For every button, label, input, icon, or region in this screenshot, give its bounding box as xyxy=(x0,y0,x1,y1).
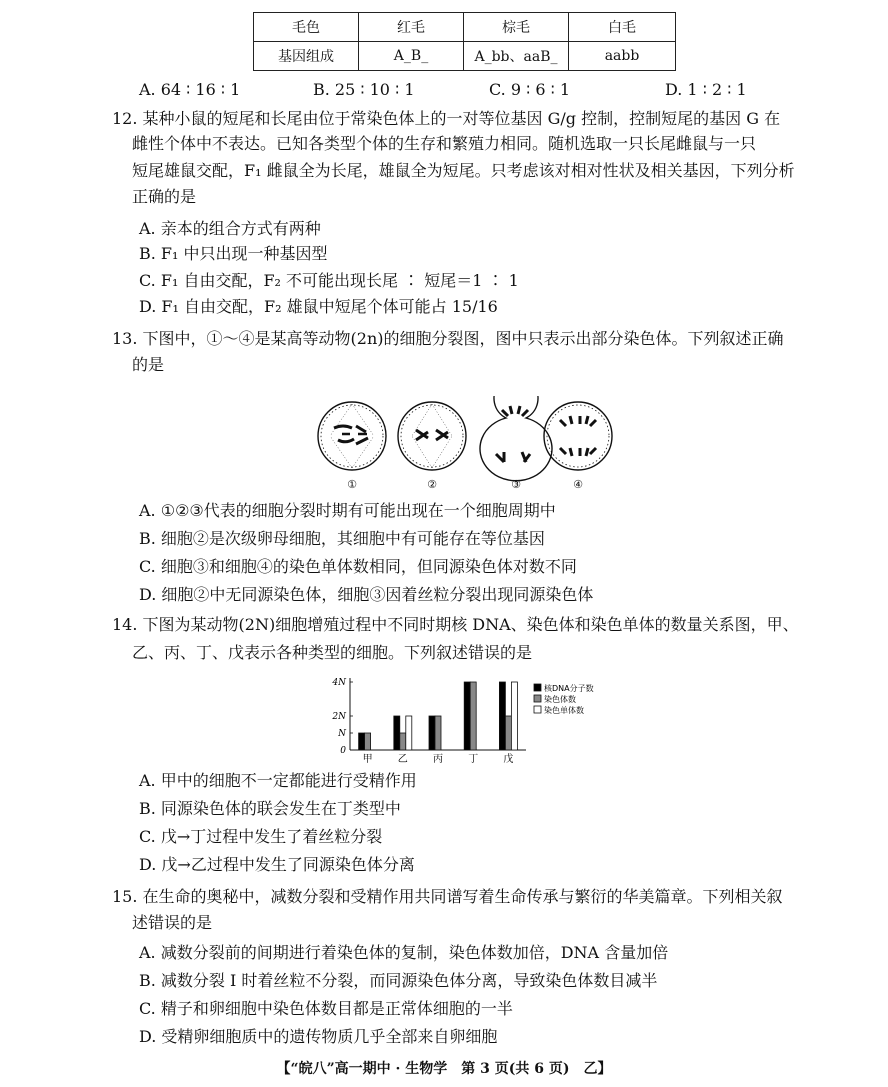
dna-chromosome-bar-chart xyxy=(328,676,618,768)
table-cell: A_B_ xyxy=(359,42,464,71)
gene-table xyxy=(253,12,676,71)
bar-1 xyxy=(359,733,365,750)
legend-swatch xyxy=(534,684,541,691)
legend-swatch xyxy=(534,706,541,713)
x-tick-label: 丁 xyxy=(468,754,479,765)
bar-1 xyxy=(394,716,400,750)
q15-option-c[interactable]: C. 精子和卵细胞中染色体数目都是正常体细胞的一半 xyxy=(139,999,513,1018)
y-tick-label: 2N xyxy=(332,712,346,722)
cell-3-diagram xyxy=(480,396,552,481)
q14-option-c[interactable]: C. 戊→丁过程中发生了着丝粒分裂 xyxy=(139,827,383,846)
q15-option-b[interactable]: B. 减数分裂 Ⅰ 时着丝粒不分裂，而同源染色体分离，导致染色体数目减半 xyxy=(139,971,658,990)
q12-stem-line: 雌性个体中不表达。已知各类型个体的生存和繁殖力相同。随机选取一只长尾雌鼠与一只 xyxy=(132,134,757,153)
cell-1-diagram xyxy=(318,402,386,470)
bar-2 xyxy=(365,733,371,750)
bar-2 xyxy=(435,716,441,750)
legend-label: 染色单体数 xyxy=(544,706,584,715)
q14-stem-line: 乙、丙、丁、戊表示各种类型的细胞。下列叙述错误的是 xyxy=(132,643,533,662)
bar-2 xyxy=(505,716,511,750)
y-tick-label: 4N xyxy=(332,678,346,688)
table-header: 白毛 xyxy=(569,13,676,42)
bar-3 xyxy=(511,682,517,750)
x-tick-label: 乙 xyxy=(397,754,408,765)
table-cell: 基因组成 xyxy=(254,42,359,71)
q12-option-a[interactable]: A. 亲本的组合方式有两种 xyxy=(139,219,321,238)
cell-4-diagram xyxy=(544,402,612,470)
q11-option-a[interactable]: A. 64 ∶ 16 ∶ 1 xyxy=(139,80,241,99)
q12-stem-line: 短尾雄鼠交配，F₁ 雌鼠全为长尾，雄鼠全为短尾。只考虑该对相对性状及相关基因，下列分析 xyxy=(132,161,795,180)
q11-option-d[interactable]: D. 1 ∶ 2 ∶ 1 xyxy=(665,80,747,99)
q11-option-c[interactable]: C. 9 ∶ 6 ∶ 1 xyxy=(489,80,571,99)
figure-label-1: ① xyxy=(347,478,357,491)
q15-option-d[interactable]: D. 受精卵细胞质中的遗传物质几乎全部来自卵细胞 xyxy=(139,1027,498,1046)
q15-stem-line: 述错误的是 xyxy=(132,913,213,932)
q13-stem-line: 13. 下图中，①～④是某高等动物(2n)的细胞分裂图，图中只表示出部分染色体。下列叙述正确 xyxy=(112,329,784,348)
bar-3 xyxy=(406,716,412,750)
q13-option-d[interactable]: D. 细胞②中无同源染色体，细胞③因着丝粒分裂出现同源染色体 xyxy=(139,585,594,604)
q11-option-b[interactable]: B. 25 ∶ 10 ∶ 1 xyxy=(313,80,415,99)
q13-option-a[interactable]: A. ①②③代表的细胞分裂时期有可能出现在一个细胞周期中 xyxy=(139,501,556,520)
y-tick-label: 0 xyxy=(340,746,346,756)
cell-division-figure xyxy=(316,396,616,492)
x-tick-label: 戊 xyxy=(503,754,514,765)
y-tick-label: N xyxy=(338,729,346,739)
table-header: 棕毛 xyxy=(464,13,569,42)
page-footer: 【“皖八”高一期中 · 生物学 第 3 页(共 6 页) 乙】 xyxy=(276,1061,612,1077)
figure-label-2: ② xyxy=(427,478,437,491)
legend-swatch xyxy=(534,695,541,702)
q15-stem-line: 15. 在生命的奥秘中，减数分裂和受精作用共同谱写着生命传承与繁衍的华美篇章。下列相关叙 xyxy=(112,887,783,906)
table-header: 毛色 xyxy=(254,13,359,42)
bar-1 xyxy=(429,716,435,750)
q12-stem-line: 正确的是 xyxy=(132,187,197,206)
legend-label: 染色体数 xyxy=(544,695,576,704)
q12-option-b[interactable]: B. F₁ 中只出现一种基因型 xyxy=(139,244,328,263)
table-cell: aabb xyxy=(569,42,676,71)
table-cell: A_bb、aaB_ xyxy=(464,42,569,71)
figure-label-3: ③ xyxy=(511,478,521,491)
q12-option-d[interactable]: D. F₁ 自由交配，F₂ 雄鼠中短尾个体可能占 15/16 xyxy=(139,297,498,316)
figure-label-4: ④ xyxy=(573,478,583,491)
x-tick-label: 甲 xyxy=(362,754,373,765)
q14-option-a[interactable]: A. 甲中的细胞不一定都能进行受精作用 xyxy=(139,771,417,790)
x-tick-label: 丙 xyxy=(433,754,443,765)
q11-options xyxy=(139,80,839,102)
q14-stem-line: 14. 下图为某动物(2N)细胞增殖过程中不同时期核 DNA、染色体和染色单体的数量关系图，甲、 xyxy=(112,615,799,634)
q13-option-b[interactable]: B. 细胞②是次级卵母细胞，其细胞中有可能存在等位基因 xyxy=(139,529,545,548)
q14-option-d[interactable]: D. 戊→乙过程中发生了同源染色体分离 xyxy=(139,855,415,874)
bar-1 xyxy=(499,682,505,750)
q15-option-a[interactable]: A. 减数分裂前的间期进行着染色体的复制，染色体数加倍，DNA 含量加倍 xyxy=(139,943,669,962)
cell-2-diagram xyxy=(398,402,466,470)
q13-stem-line: 的是 xyxy=(132,355,165,374)
bar-2 xyxy=(470,682,476,750)
table-header: 红毛 xyxy=(359,13,464,42)
legend-label: 核DNA分子数 xyxy=(544,684,594,693)
bar-1 xyxy=(464,682,470,750)
q12-stem-line: 12. 某种小鼠的短尾和长尾由位于常染色体上的一对等位基因 G/g 控制，控制短尾的基因 G 在 xyxy=(112,109,781,128)
q13-option-c[interactable]: C. 细胞③和细胞④的染色单体数相同，但同源染色体对数不同 xyxy=(139,557,577,576)
q14-option-b[interactable]: B. 同源染色体的联会发生在丁类型中 xyxy=(139,799,401,818)
q12-option-c[interactable]: C. F₁ 自由交配，F₂ 不可能出现长尾 ∶ 短尾＝1 ∶ 1 xyxy=(139,271,519,290)
bar-2 xyxy=(400,733,406,750)
